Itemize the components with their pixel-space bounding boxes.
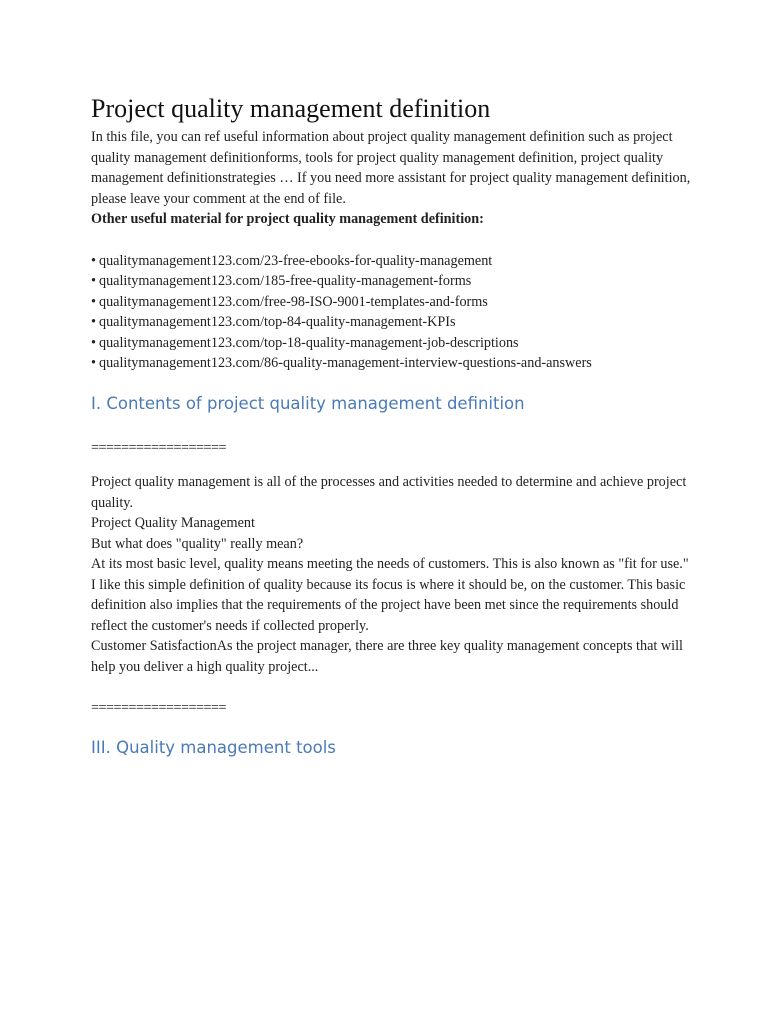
bullet-icon: • xyxy=(91,314,96,330)
other-material-heading: Other useful material for project quality management definition: xyxy=(91,211,484,227)
body-paragraph: Customer SatisfactionAs the project manager, there are three key quality management concepts that will help you deliver a high quality project... xyxy=(91,638,683,675)
bullet-icon: • xyxy=(91,334,96,351)
bullet-icon: • xyxy=(91,252,96,269)
document-title: Project quality management definition xyxy=(91,94,491,123)
list-item[interactable] xyxy=(91,333,691,354)
section-heading-contents: I. Contents of project quality management definition xyxy=(91,393,525,413)
body-paragraph: But what does "quality" really mean? xyxy=(91,535,304,552)
body-paragraph: Project quality management is all of the processes and activities needed to determine and achieve project quality. xyxy=(91,474,687,511)
body-paragraph: Project Quality Management xyxy=(91,515,255,532)
resource-link[interactable]: qualitymanagement123.com/free-98-ISO-9001-templates-and-forms xyxy=(98,293,488,310)
bullet-icon: • xyxy=(91,293,96,310)
bullet-icon: • xyxy=(91,273,96,289)
divider: ================== xyxy=(91,439,227,456)
resource-link[interactable]: qualitymanagement123.com/top-18-quality-management-job-descriptions xyxy=(98,334,519,351)
body-paragraph: I like this simple definition of quality because its focus is where it should be, on the customer. This basic definition also implies that the requirements of the project have been met since the requirements should reflect the customer's needs if collected properly. xyxy=(91,576,686,634)
document-content xyxy=(91,91,691,760)
list-item[interactable] xyxy=(91,271,691,292)
body-paragraph: At its most basic level, quality means meeting the needs of customers. This is also known as "fit for use." xyxy=(91,556,689,573)
resource-link[interactable]: qualitymanagement123.com/top-84-quality-management-KPIs xyxy=(98,314,456,330)
section-heading-tools: III. Quality management tools xyxy=(91,738,336,758)
list-item[interactable] xyxy=(91,353,691,374)
resource-link[interactable]: qualitymanagement123.com/185-free-quality-management-forms xyxy=(98,273,472,289)
divider: ================== xyxy=(91,699,227,716)
intro-paragraph: In this file, you can ref useful information about project quality management definition such as project quality management definitionforms, tools for project quality management definition, project quality management definitionstrategies … If you need more assistant for project quality management definition, please leave your comment at the end of file. xyxy=(91,129,691,207)
bullet-icon: • xyxy=(91,355,96,371)
resource-link-list xyxy=(91,251,691,374)
resource-link[interactable]: qualitymanagement123.com/86-quality-management-interview-questions-and-answers xyxy=(98,355,592,371)
list-item[interactable] xyxy=(91,292,691,313)
list-item[interactable] xyxy=(91,312,691,333)
list-item[interactable] xyxy=(91,251,691,272)
resource-link[interactable]: qualitymanagement123.com/23-free-ebooks-for-quality-management xyxy=(98,252,493,269)
